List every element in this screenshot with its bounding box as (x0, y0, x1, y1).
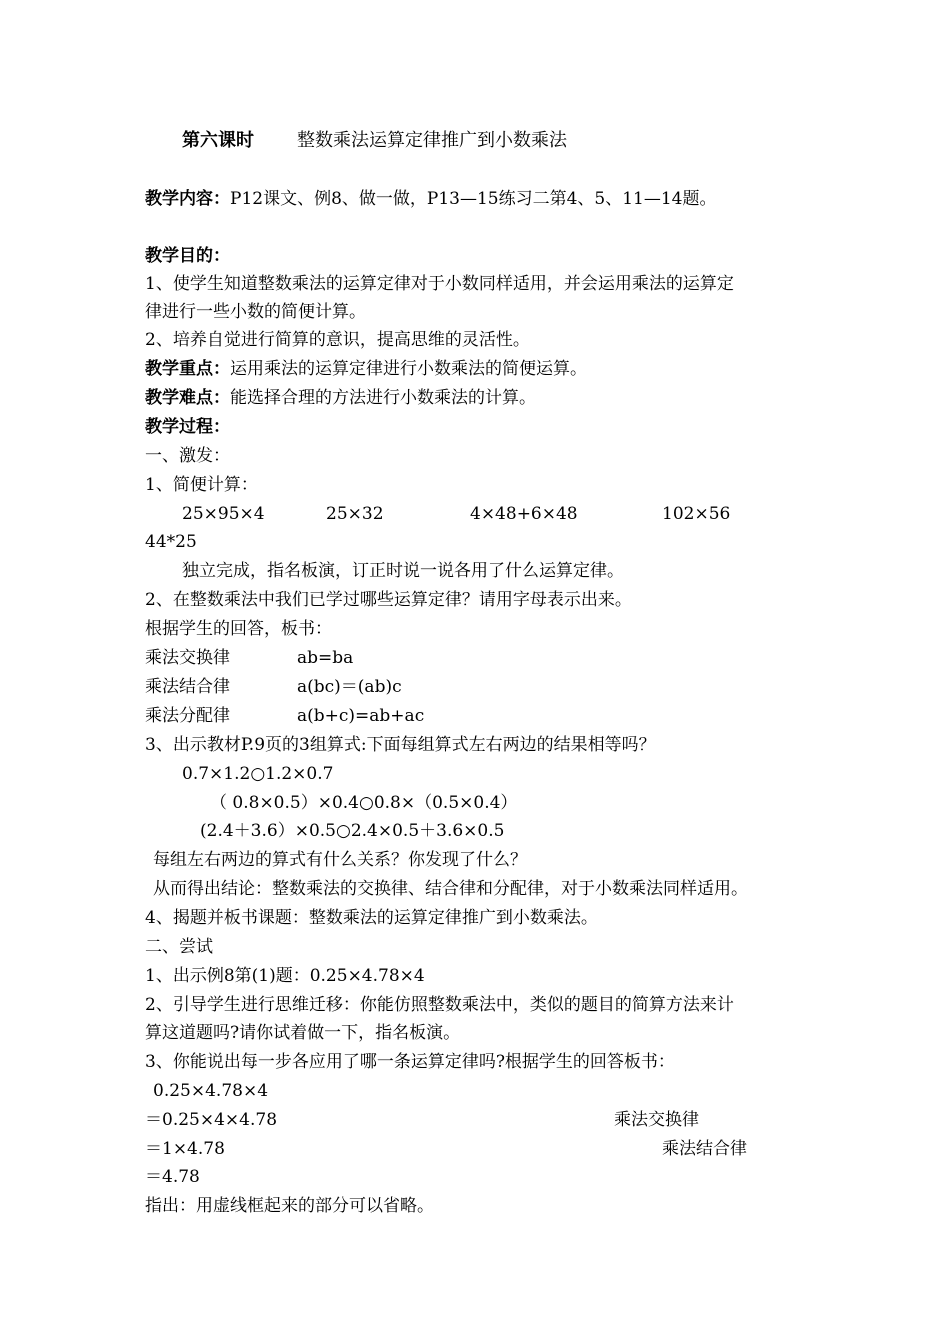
conclusion: 从而得出结论：整数乘法的交换律、结合律和分配律，对于小数乘法同样适用。 (153, 879, 748, 899)
exercise-4: 102×56 (662, 504, 731, 524)
goal-1-line-1: 1、使学生知道整数乘法的运算定律对于小数同样适用，并会运用乘法的运算定 (145, 274, 734, 294)
law-name-associative: 乘法结合律 (145, 677, 230, 697)
law-formula-commutative: ab=ba (297, 648, 354, 668)
step-2-note: 根据学生的回答，板书： (145, 619, 332, 639)
part-1-heading: 一、激发： (145, 446, 230, 466)
goals-heading: 教学目的： (145, 246, 230, 266)
content-label: 教学内容： (145, 189, 230, 209)
goal-2: 2、培养自觉进行简算的意识，提高思维的灵活性。 (145, 330, 530, 350)
step-3: 3、出示教材P.9页的3组算式:下面每组算式左右两边的结果相等吗？ (145, 735, 656, 755)
difficulty-label: 教学难点： (145, 388, 230, 408)
try-2-line-2: 算这道题吗?请你试着做一下，指名板演。 (145, 1023, 461, 1043)
exercise-3: 4×48+6×48 (470, 504, 578, 524)
law-name-commutative: 乘法交换律 (145, 648, 230, 668)
teaching-content (145, 188, 716, 210)
calc-step-4: ＝4.78 (145, 1167, 200, 1187)
law-name-distributive: 乘法分配律 (145, 706, 230, 726)
calc-step-3-law: 乘法结合律 (662, 1139, 747, 1159)
step-4: 4、揭题并板书课题：整数乘法的运算定律推广到小数乘法。 (145, 908, 598, 928)
step-1: 1、简便计算： (145, 475, 258, 495)
exercise-1: 25×95×4 (182, 504, 265, 524)
process-heading: 教学过程： (145, 417, 230, 437)
calc-step-2: ＝0.25×4×4.78 (145, 1110, 278, 1130)
key-point-label: 教学重点： (145, 359, 230, 379)
final-note: 指出：用虚线框起来的部分可以省略。 (145, 1196, 434, 1216)
key-point (145, 358, 587, 380)
content-text: P12课文、例8、做一做，P13—15练习二第4、5、11—14题。 (230, 189, 717, 209)
calc-step-3: ＝1×4.78 (145, 1139, 225, 1159)
try-3: 3、你能说出每一步各应用了哪一条运算定律吗?根据学生的回答板书： (145, 1052, 675, 1072)
difficulty (145, 387, 536, 409)
step-2: 2、在整数乘法中我们已学过哪些运算定律？请用字母表示出来。 (145, 590, 632, 610)
goal-1-line-2: 律进行一些小数的简便计算。 (145, 302, 366, 322)
lesson-number: 第六课时 (182, 130, 254, 151)
law-formula-distributive: a(b+c)=ab+ac (297, 706, 425, 726)
calc-step-1: 0.25×4.78×4 (153, 1081, 269, 1101)
try-2-line-1: 2、引导学生进行思维迁移：你能仿照整数乘法中，类似的题目的简算方法来计 (145, 995, 734, 1015)
step-1-note: 独立完成，指名板演，订正时说一说各用了什么运算定律。 (182, 561, 624, 581)
calc-step-2-law: 乘法交换律 (614, 1110, 699, 1130)
lesson-title: 整数乘法运算定律推广到小数乘法 (297, 130, 567, 151)
part-2-heading: 二、尝试 (145, 937, 213, 957)
difficulty-text: 能选择合理的方法进行小数乘法的计算。 (230, 388, 536, 408)
exercise-2: 25×32 (326, 504, 384, 524)
try-1: 1、出示例8第(1)题：0.25×4.78×4 (145, 966, 425, 986)
law-formula-associative: a(bc)＝(ab)c (297, 677, 402, 697)
equation-2: （ 0.8×0.5）×0.4○0.8×（0.5×0.4） (210, 793, 518, 813)
exercise-5: 44*25 (145, 532, 197, 552)
question: 每组左右两边的算式有什么关系？你发现了什么？ (153, 850, 527, 870)
equation-1: 0.7×1.2○1.2×0.7 (182, 764, 334, 784)
equation-3: (2.4＋3.6）×0.5○2.4×0.5＋3.6×0.5 (200, 821, 505, 841)
key-point-text: 运用乘法的运算定律进行小数乘法的简便运算。 (230, 359, 587, 379)
